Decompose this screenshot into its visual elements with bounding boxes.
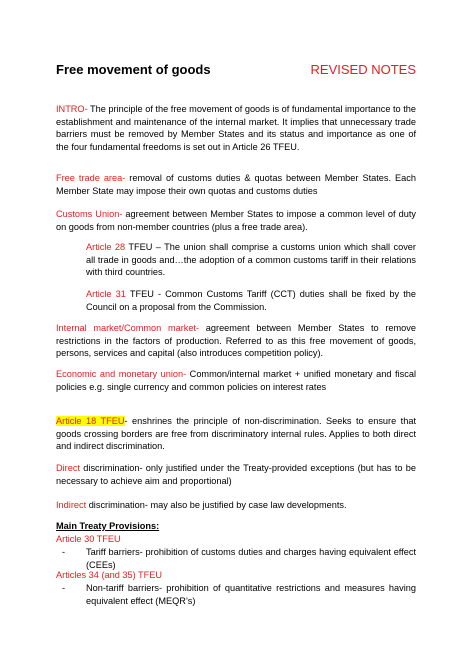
articles-34-35-heading: Articles 34 (and 35) TFEU: [56, 570, 163, 580]
article-18-paragraph: [56, 415, 416, 453]
intro-paragraph: [56, 103, 416, 153]
customs-union-label: Customs Union-: [56, 209, 123, 219]
intro-text: The principle of the free movement of goods is of fundamental importance to the establishment and maintenance of the internal market. It implies that unnecessary trade barriers must be removed by Member States and its status and importance as one of the four fundamental freedoms is set out in Article 26 TFEU.: [56, 104, 416, 152]
dash-bullet: -: [62, 583, 66, 593]
tariff-barriers-text: Tariff barriers- prohibition of customs duties and charges having equivalent effect (CEEs): [86, 547, 416, 570]
article-28-label: Article 28: [86, 242, 126, 252]
article-28-text: TFEU – The union shall comprise a customs union which shall cover all trade in goods and…the adoption of a common customs tariff in their relations with third countries.: [86, 242, 416, 278]
article-31-text: TFEU - Common Customs Tariff (CCT) duties shall be fixed by the Council on a proposal from the Commission.: [86, 289, 416, 312]
non-tariff-barriers-text: Non-tariff barriers- prohibition of quantitative restrictions and measures having equivalent effect (MEQR’s): [86, 583, 416, 606]
direct-discrimination-paragraph: [56, 462, 416, 487]
customs-union-paragraph: [56, 208, 416, 233]
document-title: Free movement of goods: [56, 62, 211, 77]
indirect-label: Indirect: [56, 500, 87, 510]
customs-union-text: agreement between Member States to impose a common level of duty on goods from non-member countries (plus a free trade area).: [56, 209, 416, 232]
free-trade-label: Free trade area-: [56, 173, 126, 183]
economic-union-text: Common/internal market + unified monetary and fiscal policies e.g. single currency and common policies on interest rates: [56, 369, 416, 392]
direct-label: Direct: [56, 463, 80, 473]
indirect-discrimination-paragraph: [56, 499, 416, 512]
article-18-text: - enshrines the principle of non-discrimination. Seeks to ensure that goods crossing borders are free from discriminatory internal rules. Applies to both direct and indirect discrimination.: [56, 416, 417, 452]
dash-bullet: -: [62, 547, 66, 557]
title-row: [56, 62, 416, 80]
article-31-paragraph: [86, 288, 416, 313]
article-28-paragraph: [86, 241, 416, 279]
free-trade-text: removal of customs duties & quotas between Member States. Each Member State may impose their own quotas and customs duties: [56, 173, 416, 196]
main-treaty-heading: Main Treaty Provisions:: [56, 521, 160, 531]
article-31-label: Article 31: [86, 289, 126, 299]
list-item-non-tariff-barriers: [62, 582, 416, 607]
list-item-tariff-barriers: [62, 546, 416, 571]
intro-label: INTRO-: [56, 104, 88, 114]
article-30-heading: Article 30 TFEU: [56, 534, 121, 544]
internal-market-text: agreement between Member States to remove restrictions in the factors of production. Referred to as this free movement of goods, persons, services and capital (also introduces competition policy).: [56, 323, 416, 359]
internal-market-paragraph: [56, 322, 416, 360]
revised-notes-label: REVISED NOTES: [310, 62, 416, 77]
economic-union-paragraph: [56, 368, 416, 393]
article-18-label: Article 18 TFEU: [56, 416, 125, 426]
internal-market-label: Internal market/Common market-: [56, 323, 200, 333]
free-trade-paragraph: [56, 172, 416, 197]
economic-union-label: Economic and monetary union-: [56, 369, 187, 379]
indirect-text: discrimination- may also be justified by case law developments.: [86, 500, 347, 510]
direct-text: discrimination- only justified under the Treaty-provided exceptions (but has to be necessary to achieve aim and proportional): [56, 463, 416, 486]
